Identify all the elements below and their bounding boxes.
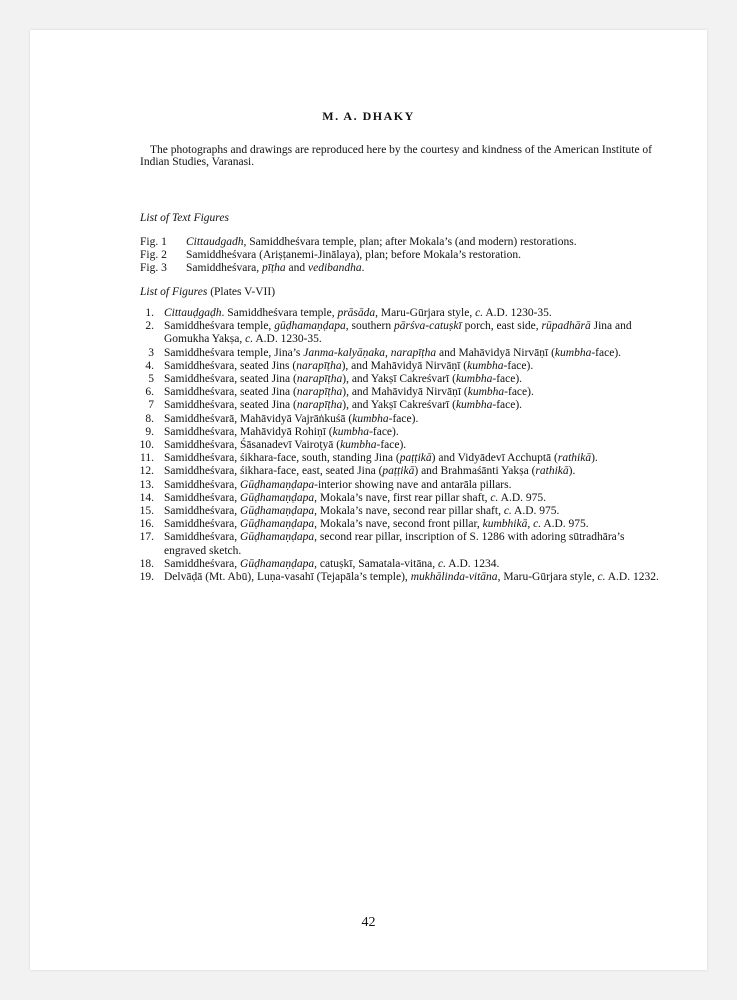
caption-segment: Cittauḍgaḍh — [164, 307, 222, 319]
list-item — [124, 452, 660, 465]
item-number: 7 — [148, 399, 154, 412]
caption-segment: ). — [568, 465, 576, 478]
item-number: 13. — [139, 478, 154, 491]
item-caption — [164, 531, 660, 557]
list-item — [124, 465, 660, 478]
item-caption — [164, 505, 660, 518]
list-item — [124, 347, 660, 360]
item-number: 16. — [139, 518, 154, 531]
list-item — [124, 262, 660, 275]
caption-segment: Samiddheśvara, seated Jina ( — [164, 399, 297, 412]
item-number: 11. — [140, 452, 154, 465]
caption-segment: Samiddheśvara, — [186, 262, 263, 275]
caption-segment: . Samiddheśvara temple, — [221, 307, 338, 319]
caption-segment: ) and Vidyādevī Acchuptā ( — [431, 452, 558, 465]
caption-segment: Gūḍhamaṇḍapa — [240, 491, 315, 504]
caption-segment: ), and Yakṣī Cakreśvarī ( — [342, 373, 456, 386]
figures-heading — [140, 286, 275, 298]
caption-segment: porch, east side, — [461, 320, 542, 333]
caption-segment: ), and Mahāvidyā Nirvāṇī ( — [341, 359, 468, 372]
caption-segment: kumbha — [340, 439, 377, 452]
list-item — [124, 413, 660, 426]
item-number: 2. — [145, 320, 154, 333]
caption-segment: narapīṭha — [296, 386, 343, 399]
caption-segment: rathikā — [535, 465, 569, 478]
caption-segment: -face). — [504, 386, 534, 399]
caption-segment: c. — [597, 571, 606, 584]
caption-segment: Samiddheśvara temple, — [164, 320, 275, 333]
caption-segment: Samiddheśvara, — [164, 531, 241, 544]
document-page — [30, 30, 707, 970]
list-item — [124, 249, 660, 262]
item-number: 8. — [145, 412, 154, 425]
item-number: 19. — [139, 571, 154, 584]
caption-segment: mukhālinda-vitāna — [410, 571, 498, 584]
caption-segment: paṭṭikā — [399, 452, 432, 465]
caption-segment: Samiddheśvarā, Mahāvidyā Vajrāṅkuśā ( — [164, 412, 353, 425]
item-number: Fig. 3 — [140, 262, 167, 275]
caption-segment: ) and Brahmaśānti Yakṣa ( — [414, 465, 536, 478]
caption-segment: -face). — [369, 425, 399, 438]
list-item — [124, 386, 660, 399]
caption-segment: kumbha — [467, 386, 505, 399]
caption-segment: -face). — [376, 439, 407, 452]
caption-segment: prāsāda — [337, 307, 376, 319]
caption-segment: narapīṭha — [296, 399, 343, 412]
item-caption — [186, 262, 660, 275]
caption-segment: and — [285, 262, 309, 275]
caption-segment: pīṭha — [262, 262, 286, 275]
list-item — [124, 558, 660, 571]
caption-segment: -face). — [492, 373, 523, 386]
caption-segment: narapīṭha — [296, 359, 342, 372]
caption-segment: Gūḍhamaṇḍapa — [240, 505, 315, 518]
list-item — [124, 320, 660, 346]
item-caption — [186, 236, 660, 249]
caption-segment: , southern — [345, 320, 394, 333]
caption-segment: kumbha — [467, 359, 504, 372]
item-number: 17. — [139, 531, 154, 544]
item-number: 6. — [145, 386, 154, 399]
page-number: 42 — [361, 915, 376, 930]
caption-segment: Jina and Gomukha Yakṣa, — [164, 320, 632, 346]
caption-segment: Samiddheśvara, śikhara-face, east, seated Jina ( — [164, 465, 383, 478]
list-item — [124, 373, 660, 386]
item-number: 3 — [148, 346, 154, 359]
caption-segment: c. — [438, 557, 447, 570]
item-caption — [164, 360, 660, 373]
list-item — [124, 505, 660, 518]
item-caption — [164, 479, 660, 492]
caption-segment: -interior showing nave and antarāla pillars. — [314, 478, 512, 491]
caption-segment: , Mokala’s nave, second rear pillar shaft, — [314, 505, 504, 518]
list-item — [124, 236, 660, 249]
item-caption — [164, 373, 660, 386]
item-number: 14. — [139, 491, 154, 504]
caption-segment: -face). — [492, 399, 523, 412]
item-caption — [186, 249, 660, 262]
caption-segment: A.D. 1234. — [446, 557, 500, 570]
item-caption — [164, 399, 660, 412]
list-item — [124, 307, 660, 320]
caption-segment: c. — [503, 505, 512, 518]
caption-segment: kumbha — [455, 399, 493, 412]
item-caption — [164, 347, 660, 360]
caption-segment: ), and Mahāvidyā Nirvāṇī ( — [342, 386, 468, 399]
text-figures-list — [124, 236, 660, 276]
item-number: 15. — [139, 505, 154, 518]
list-item — [124, 479, 660, 492]
item-caption — [164, 465, 660, 478]
caption-segment: narapīṭha — [296, 373, 343, 386]
item-number: 4. — [145, 359, 154, 372]
caption-segment: Gūḍhamaṇḍapa — [240, 531, 315, 544]
caption-segment: Samiddheśvara, — [164, 505, 241, 518]
caption-segment: pārśva-catuṣkī — [393, 320, 462, 333]
caption-segment: rathikā — [557, 452, 592, 465]
caption-segment: paṭṭikā — [382, 465, 415, 478]
caption-segment: A.D. 1230-35. — [253, 333, 322, 346]
caption-segment: Janma-kalyāṇaka, narapīṭha — [303, 346, 437, 359]
caption-segment: , Samiddheśvara temple, plan; after Mokala’s (and modern) restorations. — [243, 236, 577, 248]
list-item — [124, 518, 660, 531]
list-item — [124, 360, 660, 373]
caption-segment: , Mokala’s nave, second front pillar, — [314, 518, 483, 531]
caption-segment: A.D. 1232. — [605, 571, 659, 584]
item-caption — [164, 413, 660, 426]
caption-segment: Samiddheśvara, seated Jina ( — [164, 386, 297, 399]
caption-segment: , Mokala’s nave, first rear pillar shaft, — [314, 491, 491, 504]
caption-segment: Samiddheśvara, seated Jins ( — [164, 359, 297, 372]
caption-segment: Samiddheśvara, śikhara-face, south, standing Jina ( — [164, 452, 400, 465]
caption-segment: Samiddheśvara, — [164, 491, 241, 504]
caption-segment: , Maru-Gūrjara style, — [375, 307, 476, 319]
caption-segment: Gūḍhamaṇḍapa — [240, 478, 315, 491]
item-number: 5 — [148, 373, 154, 386]
item-caption — [164, 386, 660, 399]
caption-segment: , catuṣkī, Samatala-vitāna, — [314, 557, 439, 570]
caption-segment: Samiddheśvara temple, Jina’s — [164, 346, 304, 359]
caption-segment: , second rear pillar, inscription of S. 1286 with adoring sūtradhāra’s engraved sketch. — [164, 531, 625, 557]
caption-segment: and Mahāvidyā Nirvāṇī ( — [436, 346, 555, 359]
caption-segment: Gūḍhamaṇḍapa — [240, 518, 315, 531]
caption-segment: A.D. 975. — [511, 505, 560, 518]
list-item — [124, 571, 660, 584]
caption-segment: Samiddheśvara, — [164, 557, 241, 570]
item-number: 10. — [139, 439, 154, 452]
item-number: 12. — [139, 465, 154, 478]
caption-segment: Samiddheśvara, seated Jina ( — [164, 373, 297, 386]
item-caption — [164, 320, 660, 346]
list-item — [124, 492, 660, 505]
caption-segment: Cittaudgadh — [186, 236, 244, 248]
caption-segment: Samiddheśvara (Ariṣṭanemi-Jinālaya), plan; before Mokala’s restoration. — [186, 249, 521, 262]
list-item — [124, 399, 660, 412]
caption-segment: ), and Yakṣī Cakreśvarī ( — [342, 399, 456, 412]
caption-segment: gūḍhamaṇḍapa — [274, 320, 346, 333]
caption-segment: c. — [490, 491, 499, 504]
item-caption — [164, 439, 660, 452]
item-number: 1. — [145, 307, 154, 319]
caption-segment: Samiddheśvara, — [164, 518, 241, 531]
item-caption — [164, 558, 660, 571]
caption-segment: , Maru-Gūrjara style, — [497, 571, 598, 584]
item-caption — [164, 571, 660, 584]
caption-segment: A.D. 1230-35. — [483, 307, 552, 319]
caption-segment: kumbha — [455, 373, 493, 386]
item-number: 9. — [145, 425, 154, 438]
caption-segment: kumbha — [332, 425, 370, 438]
caption-segment: A.D. 975. — [541, 518, 589, 531]
caption-segment: kumbhikā, c. — [482, 518, 542, 531]
caption-segment: A.D. 975. — [498, 491, 547, 504]
caption-segment: c. — [245, 333, 254, 346]
caption-segment: -face). — [503, 359, 534, 372]
caption-segment: Samiddheśvara, Śāsanadevī Vairoṭyā ( — [164, 439, 341, 452]
item-caption — [164, 492, 660, 505]
text-figures-heading: List of Text Figures — [140, 212, 229, 224]
caption-segment: -face). — [591, 346, 622, 359]
running-header: M. A. DHAKY — [322, 109, 415, 123]
item-number: 18. — [139, 557, 154, 570]
item-caption — [164, 452, 660, 465]
list-item — [124, 531, 660, 557]
item-number: Fig. 2 — [140, 249, 167, 262]
caption-segment: . — [361, 262, 365, 275]
caption-segment: vedibandha — [308, 262, 362, 275]
item-caption — [164, 426, 660, 439]
caption-segment: rūpadhārā — [541, 320, 591, 333]
figures-list — [124, 307, 660, 584]
item-number: Fig. 1 — [140, 236, 167, 248]
caption-segment: c. — [475, 307, 484, 319]
figures-heading-suffix: (Plates V-VII) — [207, 286, 276, 298]
caption-segment: Gūḍhamaṇḍapa — [240, 557, 315, 570]
item-caption — [164, 518, 660, 531]
list-item — [124, 439, 660, 452]
caption-segment: -face). — [388, 412, 419, 425]
caption-segment: Samiddheśvara, Mahāvidyā Rohiṇī ( — [164, 425, 333, 438]
intro-text: The photographs and drawings are reproduced here by the courtesy and kindness of the American Institute of Indian Studies, Varanasi. — [140, 144, 653, 168]
caption-segment: ). — [591, 452, 598, 465]
item-caption — [164, 307, 660, 320]
caption-segment: kumbha — [352, 412, 389, 425]
caption-segment: Delvāḍā (Mt. Abū), Luṇa-vasahī (Tejapāla’s temple), — [164, 571, 411, 584]
list-item — [124, 426, 660, 439]
intro-paragraph — [140, 144, 660, 168]
caption-segment: Samiddheśvara, — [164, 478, 241, 491]
figures-heading-title: List of Figures — [140, 286, 208, 298]
caption-segment: kumbha — [554, 346, 592, 359]
